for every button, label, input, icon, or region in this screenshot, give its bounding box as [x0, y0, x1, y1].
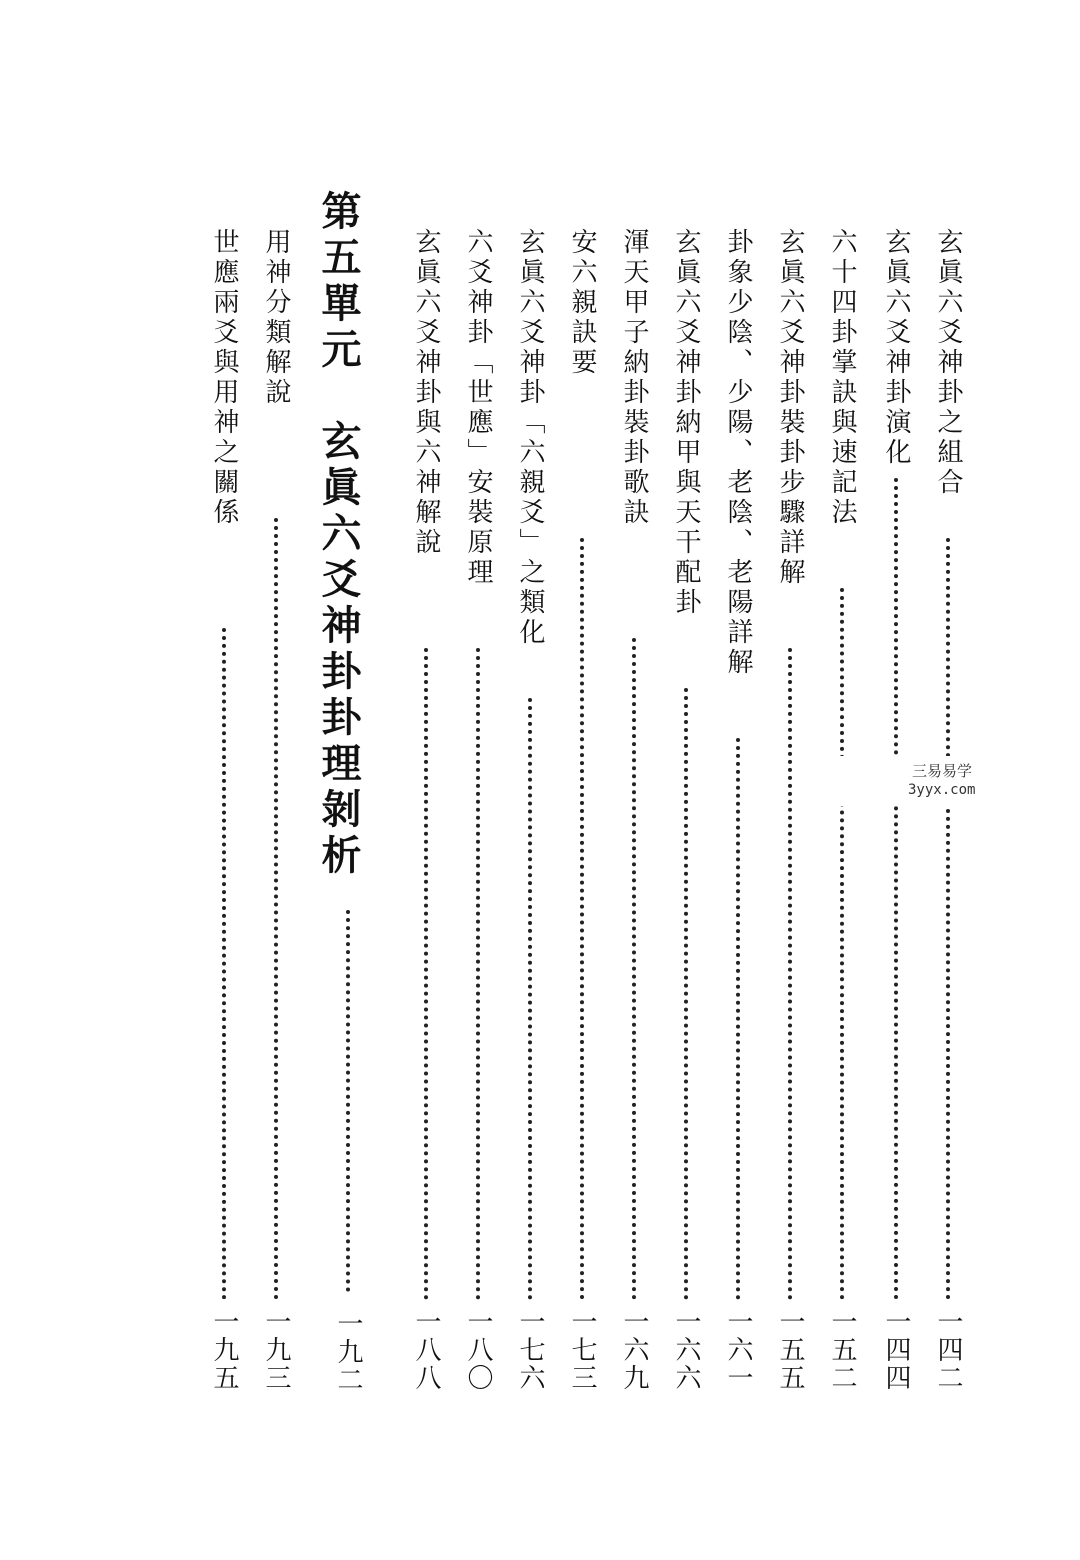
watermark-url: 3yyx.com: [908, 782, 976, 798]
toc-entry-title: 玄眞六爻神卦演化: [881, 228, 911, 468]
toc-entry-page: 一九三: [261, 1308, 291, 1392]
unit-title: 玄眞六爻神卦卦理剝析: [315, 420, 362, 880]
toc-entry: [614, 228, 654, 1408]
dot-leader: [424, 648, 428, 1300]
toc-entry-title: 玄眞六爻神卦與六神解說: [411, 228, 441, 558]
dot-leader: [788, 648, 792, 1300]
toc-entry: [256, 228, 296, 1408]
toc-entry: [406, 228, 446, 1408]
toc-entry-title: 玄眞六爻神卦裝卦步驟詳解: [775, 228, 805, 588]
toc-entry: [928, 228, 968, 1408]
toc-entry-title: 玄眞六爻神卦之組合: [933, 228, 963, 498]
unit-heading: [312, 190, 384, 1410]
toc-entry-page: 一六一: [723, 1308, 753, 1392]
dot-leader: [274, 518, 278, 1300]
toc-entry: [562, 228, 602, 1408]
toc-entry-page: 一九五: [209, 1308, 239, 1392]
toc-entry: [770, 228, 810, 1408]
unit-label: 第五單元: [315, 190, 362, 374]
toc-entry-page: 一七三: [567, 1308, 597, 1392]
toc-entry: [822, 228, 862, 1408]
dot-leader: [684, 688, 688, 1300]
toc-entry: [876, 228, 916, 1408]
toc-entry-title: 世應兩爻與用神之關係: [209, 228, 239, 528]
dot-leader: [632, 638, 636, 1300]
toc-entry-title: 六十四卦掌訣與速記法: [827, 228, 857, 528]
toc-entry-title: 卦象少陰、少陽、老陰、老陽詳解: [723, 228, 753, 678]
toc-entry: [718, 228, 758, 1408]
toc-entry-page: 一五二: [827, 1308, 857, 1392]
toc-entry-title: 玄眞六爻神卦納甲與天干配卦: [671, 228, 701, 618]
toc-entry: [666, 228, 706, 1408]
toc-entry-page: 一五五: [775, 1308, 805, 1392]
unit-page: 一九二: [333, 1310, 363, 1394]
toc-entry: [204, 228, 244, 1408]
dot-leader: [528, 698, 532, 1300]
toc-entry-page: 一八〇: [463, 1308, 493, 1392]
dot-leader: [840, 588, 844, 1300]
toc-entry-title: 玄眞六爻神卦「六親爻」之類化: [515, 228, 545, 648]
toc-entry-page: 一六六: [671, 1308, 701, 1392]
dot-leader: [946, 538, 950, 1300]
watermark: [826, 756, 996, 806]
dot-leader: [580, 538, 584, 1300]
toc-entry-title: 渾天甲子納卦裝卦歌訣: [619, 228, 649, 528]
toc-entry-page: 一四二: [933, 1308, 963, 1392]
toc-entry-title: 安六親訣要: [567, 228, 597, 378]
dot-leader: [476, 648, 480, 1300]
dot-leader: [346, 910, 350, 1292]
toc-entry-title: 用神分類解說: [261, 228, 291, 408]
toc-entry-page: 一四四: [881, 1308, 911, 1392]
toc-entry-page: 一七六: [515, 1308, 545, 1392]
toc-entry: [510, 228, 550, 1408]
dot-leader: [222, 628, 226, 1300]
toc-entry: [458, 228, 498, 1408]
toc-entry-page: 一八八: [411, 1308, 441, 1392]
watermark-text: 三易易学: [912, 762, 973, 780]
toc-entry-page: 一六九: [619, 1308, 649, 1392]
dot-leader: [894, 478, 898, 1300]
toc-entry-title: 六爻神卦「世應」安裝原理: [463, 228, 493, 588]
dot-leader: [736, 738, 740, 1300]
